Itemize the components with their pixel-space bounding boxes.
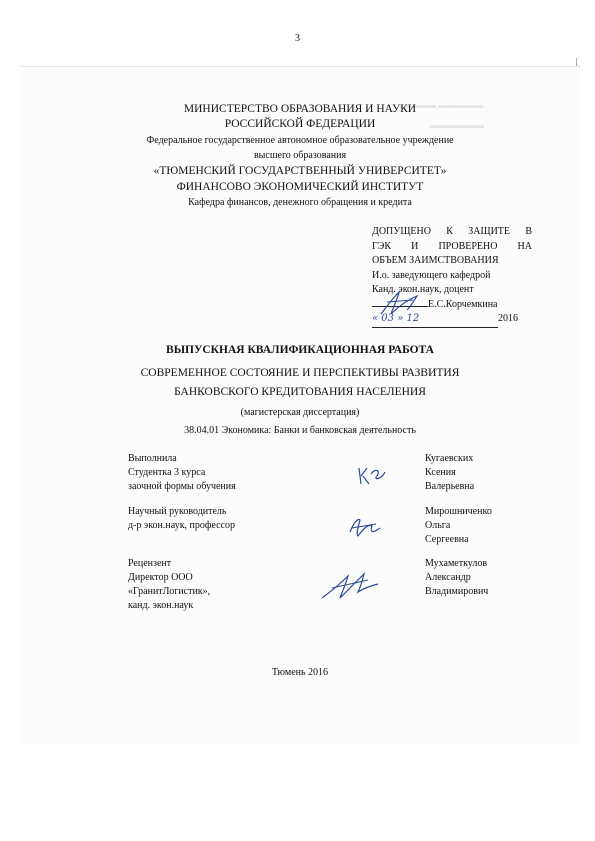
reviewer-name-line: Владимирович: [425, 586, 489, 597]
approver-name: Е.С.Корчемкина: [428, 298, 498, 310]
reviewer-name-line: Мухаметкулов: [425, 558, 488, 569]
supervisor-role: [128, 505, 235, 533]
supervisor-name-line: Мирошниченко: [425, 506, 492, 517]
author-role-line: Студентка 3 курса: [128, 467, 206, 478]
work-subtitle: (магистерская диссертация): [240, 407, 360, 418]
work-type: ВЫПУСКНАЯ КВАЛИФИКАЦИОННАЯ РАБОТА: [166, 344, 434, 356]
scan-edge-mark: [576, 58, 577, 66]
reviewer-role-line: «ГранитЛогистик»,: [128, 586, 211, 597]
handwritten-date: « 03 » 12: [372, 313, 420, 324]
supervisor-name-line: Ольга: [425, 520, 451, 531]
author-name-line: Валерьевна: [425, 481, 475, 492]
reviewer-name: [425, 557, 488, 599]
work-title-line-1: СОВРЕМЕННОЕ СОСТОЯНИЕ И ПЕРСПЕКТИВЫ РАЗВИТИЯ: [140, 367, 460, 379]
supervisor-signature-icon: [346, 512, 386, 544]
approval-year: 2016: [498, 313, 518, 324]
supervisor-role-line: Научный руководитель: [128, 506, 227, 517]
approver-position: И.о. заведующего кафедрой: [372, 269, 491, 281]
author-name: [425, 452, 474, 494]
bleed-through-mark: ▬▬▬▬ ▬▬▬▬▬: [400, 100, 484, 110]
bleed-through-mark: ▬▬▬▬▬▬: [430, 120, 484, 130]
page-number: 3: [295, 33, 300, 44]
reviewer-role: [128, 557, 210, 613]
approval-line-3: ОБЪЕМ ЗАИМСТВОВАНИЯ: [372, 255, 499, 266]
institution-line-2: высшего образования: [253, 150, 347, 161]
author-role-line: Выполнила: [128, 453, 177, 464]
author-role-line: заочной формы обучения: [128, 481, 236, 492]
ministry-line-2: РОССИЙСКОЙ ФЕДЕРАЦИИ: [224, 118, 376, 130]
ministry-line-1: МИНИСТЕРСТВО ОБРАЗОВАНИЯ И НАУКИ: [183, 103, 417, 115]
work-title-line-2: БАНКОВСКОГО КРЕДИТОВАНИЯ НАСЕЛЕНИЯ: [174, 386, 426, 398]
university-name: «ТЮМЕНСКИЙ ГОСУДАРСТВЕННЫЙ УНИВЕРСИТЕТ»: [153, 165, 447, 177]
approver-degree: Канд. экон.наук, доцент: [372, 284, 474, 295]
author-name-line: Кугаевских: [425, 453, 474, 464]
approval-line-1: ДОПУЩЕНО К ЗАЩИТЕ В: [372, 226, 532, 237]
department-name: Кафедра финансов, денежного обращения и кредита: [188, 197, 412, 208]
specialty: 38.04.01 Экономика: Банки и банковская деятельность: [184, 425, 416, 436]
reviewer-role-line: Рецензент: [128, 558, 172, 569]
reviewer-signature-icon: [318, 566, 382, 606]
supervisor-role-line: д-р экон.наук, профессор: [128, 520, 235, 531]
author-role: [128, 452, 236, 494]
approver-signature-icon: [377, 286, 427, 320]
institute-name: ФИНАНСОВО ЭКОНОМИЧЕСКИЙ ИНСТИТУТ: [176, 181, 424, 193]
reviewer-role-line: канд. экон.наук: [128, 600, 194, 611]
reviewer-role-line: Директор ООО: [128, 572, 193, 583]
supervisor-name: [425, 505, 492, 547]
author-signature-icon: [355, 462, 395, 492]
reviewer-name-line: Александр: [425, 572, 471, 583]
approval-line-2: ГЭК И ПРОВЕРЕНО НА: [372, 240, 532, 252]
city-year: Тюмень 2016: [271, 667, 329, 678]
author-name-line: Ксения: [425, 467, 456, 478]
supervisor-name-line: Сергеевна: [425, 534, 469, 545]
scan-edge-line: [20, 66, 580, 67]
institution-line-1: Федеральное государственное автономное образовательное учреждение: [146, 135, 454, 146]
